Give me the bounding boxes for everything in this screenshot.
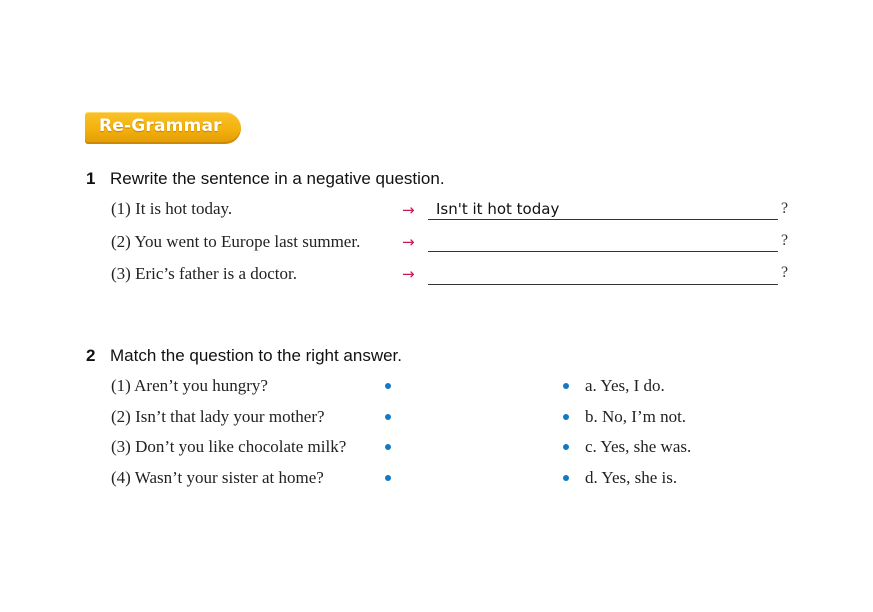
exercise-1-heading xyxy=(86,169,445,189)
match-dot-answer-b[interactable] xyxy=(563,414,569,420)
match-dot-answer-d[interactable] xyxy=(563,475,569,481)
exercise-1-item-1-answer: Isn't it hot today xyxy=(436,200,560,218)
match-answer-b: b. No, I’m not. xyxy=(585,407,687,426)
match-question-3: (3) Don’t you like chocolate milk? xyxy=(111,437,347,456)
right-arrow-icon: → xyxy=(402,233,415,251)
match-dot-question-2[interactable] xyxy=(385,414,391,420)
exercise-1-item-1-answer-field[interactable] xyxy=(428,198,778,220)
match-dot-question-3[interactable] xyxy=(385,444,391,450)
right-arrow-icon: → xyxy=(402,201,415,219)
match-dot-question-4[interactable] xyxy=(385,475,391,481)
match-dot-answer-c[interactable] xyxy=(563,444,569,450)
match-question-2: (2) Isn’t that lady your mother? xyxy=(111,407,325,426)
exercise-1-item-2-answer-field[interactable] xyxy=(428,230,778,252)
exercise-1-item-3-answer-field[interactable] xyxy=(428,263,778,285)
match-dot-question-1[interactable] xyxy=(385,383,391,389)
badge-label: Re-Grammar xyxy=(99,116,222,136)
exercise-1-instruction: Rewrite the sentence in a negative question. xyxy=(110,169,445,188)
match-answer-a: a. Yes, I do. xyxy=(585,376,665,395)
match-answer-d: d. Yes, she is. xyxy=(585,468,678,487)
exercise-2-number: 2 xyxy=(86,346,96,365)
exercise-1-item-1-label: (1) It is hot today. xyxy=(111,199,233,218)
question-mark: ? xyxy=(781,264,789,281)
question-mark: ? xyxy=(781,200,789,217)
exercise-1-number: 1 xyxy=(86,169,96,188)
match-question-1: (1) Aren’t you hungry? xyxy=(111,376,268,395)
exercise-2-heading xyxy=(86,346,402,366)
match-answer-c: c. Yes, she was. xyxy=(585,437,692,456)
match-dot-answer-a[interactable] xyxy=(563,383,569,389)
right-arrow-icon: → xyxy=(402,265,415,283)
match-question-4: (4) Wasn’t your sister at home? xyxy=(111,468,324,487)
exercise-2-instruction: Match the question to the right answer. xyxy=(110,346,403,365)
re-grammar-badge xyxy=(85,112,241,144)
question-mark: ? xyxy=(781,232,789,249)
exercise-1-item-2-label: (2) You went to Europe last summer. xyxy=(111,232,361,251)
exercise-1-item-3-label: (3) Eric’s father is a doctor. xyxy=(111,264,297,283)
